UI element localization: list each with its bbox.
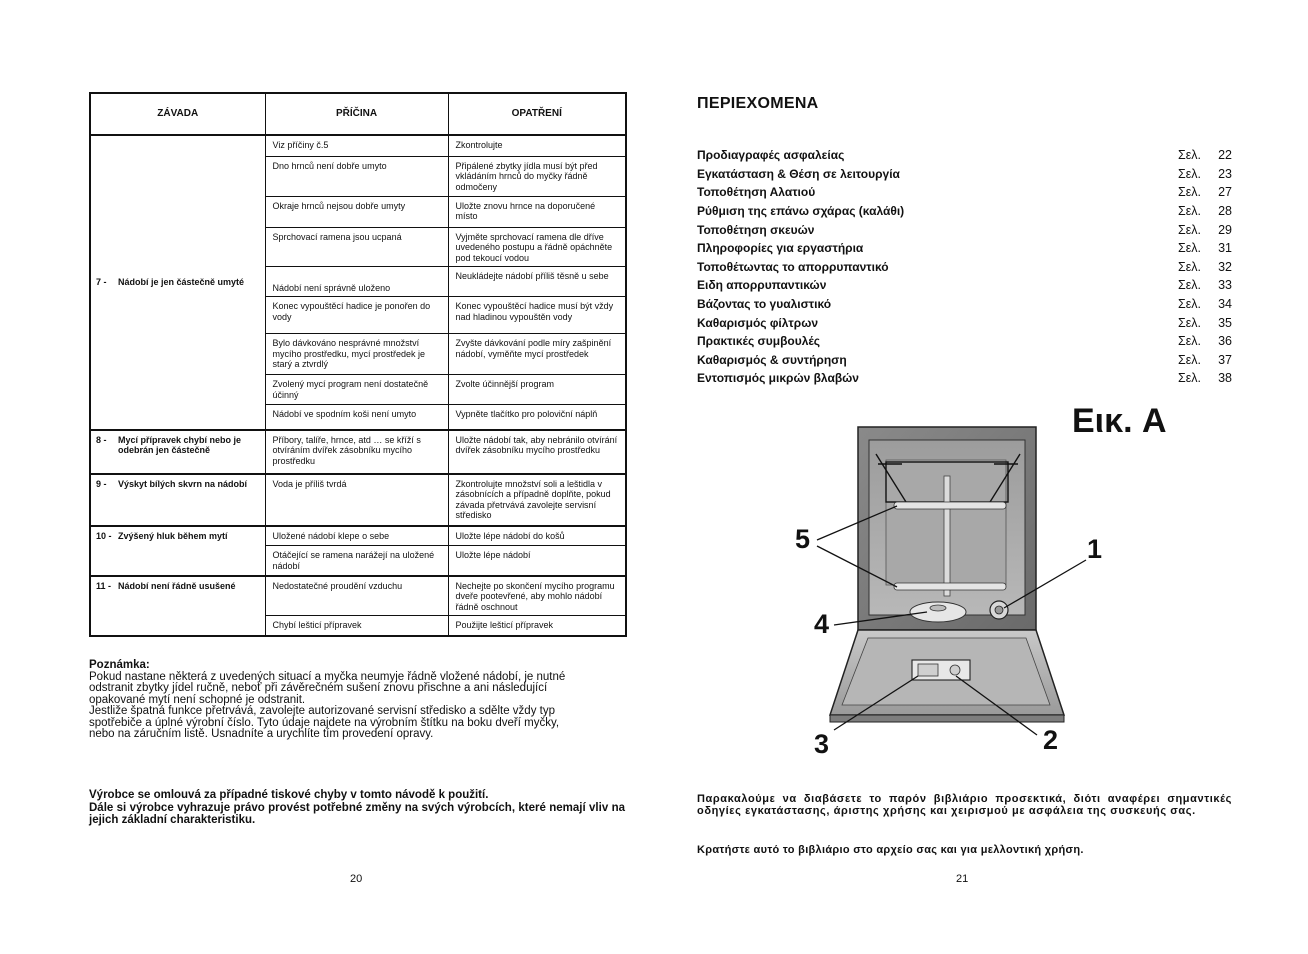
table-row bbox=[90, 474, 626, 526]
toc-sel: Σελ. bbox=[1178, 166, 1202, 181]
toc-sel: Σελ. bbox=[1178, 278, 1202, 293]
toc-page: 33 bbox=[1218, 278, 1232, 293]
upper-spray-arm bbox=[894, 502, 1006, 509]
remedy-cell: Uložte lépe nádobí do košů bbox=[448, 526, 626, 546]
callout-3: 3 bbox=[814, 729, 830, 759]
remedy-cell: Uložte lépe nádobí bbox=[448, 546, 626, 576]
toc-item bbox=[697, 220, 1232, 239]
remedy-cell: Použijte lešticí přípravek bbox=[448, 616, 626, 636]
fault-text: Mycí přípravek chybí nebo je odebrán jen částečně bbox=[118, 434, 242, 455]
page-number-right: 21 bbox=[956, 873, 969, 885]
toc-label: Πρακτικές συμβουλές bbox=[697, 334, 821, 349]
toc-item bbox=[697, 295, 1232, 314]
cause-cell: Chybí lešticí přípravek bbox=[265, 616, 448, 636]
callout-4: 4 bbox=[814, 609, 830, 639]
toc-label: Ειδη απορρυπαντικών bbox=[697, 278, 827, 293]
toc-item bbox=[697, 369, 1232, 388]
cause-cell: Otáčející se ramena narážejí na uložené nádobí bbox=[265, 546, 448, 576]
toc-page: 37 bbox=[1218, 352, 1232, 367]
cause-cell: Okraje hrnců nejsou dobře umyty bbox=[265, 196, 448, 227]
toc-label: Τοποθέτηση Αλατιού bbox=[697, 185, 816, 200]
toc-sel: Σελ. bbox=[1178, 148, 1202, 163]
toc-item bbox=[697, 351, 1232, 370]
disclaimer-line: Výrobce se omlouvá za případné tiskové chyby v tomto návodě k použití. bbox=[89, 789, 489, 801]
note-line: Pokud nastane některá z uvedených situací a myčka neumyje řádně vložené nádobí, je nutné bbox=[89, 670, 566, 683]
note-line: nebo na záručním listě. Usnadníte a urychlíte tím provedení opravy. bbox=[89, 728, 434, 740]
toc-item bbox=[697, 313, 1232, 332]
header-fault: ZÁVADA bbox=[90, 93, 265, 135]
toc-sel: Σελ. bbox=[1178, 297, 1202, 312]
fault-cell bbox=[90, 430, 265, 474]
toc-label: Καθαρισμός φίλτρων bbox=[697, 315, 819, 330]
remedy-cell: Nechejte po skončení mycího programu dveře pootevřené, aby mohlo nádobí řádně oschnout bbox=[448, 576, 626, 616]
note-heading: Poznámka: bbox=[89, 659, 150, 671]
fault-cell bbox=[90, 135, 265, 430]
fault-number: 7 - bbox=[96, 277, 107, 287]
toc-label: Βάζοντας το γυαλιστικό bbox=[697, 297, 832, 312]
toc-sel: Σελ. bbox=[1178, 222, 1202, 237]
toc-item bbox=[697, 202, 1232, 221]
fault-number: 11 - bbox=[96, 580, 112, 591]
toc-item bbox=[697, 183, 1232, 202]
remedy-cell: Zvolte účinnější program bbox=[448, 375, 626, 405]
toc-page: 27 bbox=[1218, 185, 1232, 200]
fault-text: Výskyt bílých skvrn na nádobí bbox=[118, 478, 248, 489]
table-row bbox=[90, 526, 626, 546]
fault-number: 8 - bbox=[96, 434, 107, 445]
fault-number: 10 - bbox=[96, 530, 112, 541]
callout-5: 5 bbox=[795, 524, 811, 554]
header-cause: PŘÍČINA bbox=[265, 93, 448, 135]
toc-sel: Σελ. bbox=[1178, 371, 1202, 386]
dishwasher-illustration bbox=[654, 400, 1308, 780]
remedy-cell: Konec vypouštěcí hadice musí být vždy nad hladinou vypouštěn vody bbox=[448, 297, 626, 334]
cause-cell: Nádobí ve spodním koši není umyto bbox=[265, 405, 448, 430]
table-of-contents bbox=[697, 146, 1232, 388]
intro-paragraph: Παρακαλούμε να διαβάσετε το παρόν βιβλιάριο προσεκτικά, διότι αναφέρει σημαντικές οδηγίες εγκατάστασης, άριστης χρήσης και χειρισμού με ασφάλεια της συσκευής σας. bbox=[697, 793, 1232, 817]
cause-cell: Bylo dávkováno nesprávné množství mycího prostředku, mycí prostředek je starý a ztvrdlý bbox=[265, 334, 448, 375]
toc-page: 35 bbox=[1218, 315, 1232, 330]
note-line: Jestliže špatná funkce přetrvává, zavolejte autorizované servisní středisko a sdělte vždy typ bbox=[89, 705, 555, 717]
toc-page: 32 bbox=[1218, 259, 1232, 274]
page-number-left: 20 bbox=[350, 873, 363, 885]
table-row bbox=[90, 576, 626, 616]
toc-page: 34 bbox=[1218, 297, 1232, 312]
toc-sel: Σελ. bbox=[1178, 185, 1202, 200]
cause-cell: Dno hrnců není dobře umyto bbox=[265, 156, 448, 196]
toc-item bbox=[697, 165, 1232, 184]
table-header-row bbox=[90, 93, 626, 135]
disclaimer bbox=[89, 789, 625, 827]
remedy-cell: Zvyšte dávkování podle míry zašpinění nádobí, vyměňte mycí prostředek bbox=[448, 334, 626, 375]
cause-cell: Nádobí není správně uloženo bbox=[265, 267, 448, 297]
right-page bbox=[654, 0, 1308, 954]
toc-sel: Σελ. bbox=[1178, 241, 1202, 256]
remedy-cell: Vyjměte sprchovací ramena dle dříve uvedeného postupu a řádně opáchněte pod tekoucí vodou bbox=[448, 227, 626, 267]
toc-sel: Σελ. bbox=[1178, 204, 1202, 219]
toc-title: ΠΕΡΙΕΧΟΜΕΝΑ bbox=[697, 95, 819, 112]
toc-item bbox=[697, 258, 1232, 277]
header-remedy: OPATŘENÍ bbox=[448, 93, 626, 135]
note-line: opakované mytí není schopné je odstranit. bbox=[89, 693, 306, 706]
toc-item bbox=[697, 146, 1232, 165]
remedy-cell: Připálené zbytky jídla musí být před vkládáním hrnců do myčky řádně odmočeny bbox=[448, 156, 626, 196]
fault-cell bbox=[90, 576, 265, 636]
callout-2: 2 bbox=[1043, 725, 1059, 755]
remedy-cell: Vypněte tlačítko pro poloviční náplň bbox=[448, 405, 626, 430]
keep-booklet-note: Κρατήστε αυτό το βιβλιάριο στο αρχείο σας και για μελλοντική χρήση. bbox=[697, 844, 1084, 856]
toc-sel: Σελ. bbox=[1178, 352, 1202, 367]
note bbox=[89, 660, 625, 741]
toc-page: 29 bbox=[1218, 222, 1232, 237]
fault-text: Nádobí není řádně usušené bbox=[118, 580, 236, 591]
toc-label: Ρύθμιση της επάνω σχάρας (καλάθι) bbox=[697, 204, 905, 219]
remedy-cell: Uložte znovu hrnce na doporučené místo bbox=[448, 196, 626, 227]
remedy-cell: Uložte nádobí tak, aby nebránilo otvírání dvířek zásobníku mycího prostředku bbox=[448, 430, 626, 474]
fault-text: Zvýšený hluk během mytí bbox=[118, 530, 228, 541]
fault-cell bbox=[90, 526, 265, 576]
toc-page: 38 bbox=[1218, 371, 1232, 386]
toc-label: Καθαρισμός & συντήρηση bbox=[697, 352, 847, 367]
toc-label: Τοποθέτωντας το απορρυπαντικό bbox=[697, 259, 889, 274]
table-row bbox=[90, 430, 626, 474]
toc-label: Τοποθέτηση σκευών bbox=[697, 222, 815, 237]
toc-item bbox=[697, 276, 1232, 295]
table-body bbox=[90, 135, 626, 636]
cause-cell: Příbory, talíře, hrnce, atd … se kříží s otvíráním dvířek zásobníku mycího prostředku bbox=[265, 430, 448, 474]
toc-label: Εγκατάσταση & Θέση σε λειτουργία bbox=[697, 166, 900, 181]
toc-page: 22 bbox=[1218, 148, 1232, 163]
cause-cell: Sprchovací ramena jsou ucpaná bbox=[265, 227, 448, 267]
remedy-cell: Neukládejte nádobí příliš těsně u sebe bbox=[448, 267, 626, 297]
cause-cell: Viz příčiny č.5 bbox=[265, 135, 448, 156]
cause-cell: Nedostatečné proudění vzduchu bbox=[265, 576, 448, 616]
toc-page: 23 bbox=[1218, 166, 1232, 181]
toc-sel: Σελ. bbox=[1178, 334, 1202, 349]
toc-label: Προδιαγραφές ασφαλείας bbox=[697, 148, 845, 163]
toc-label: Πληροφορίες για εργαστήρια bbox=[697, 241, 864, 256]
remedy-cell: Zkontrolujte bbox=[448, 135, 626, 156]
toc-label: Εντοπισμός μικρών βλαβών bbox=[697, 371, 859, 386]
cause-cell: Uložené nádobí klepe o sebe bbox=[265, 526, 448, 546]
cause-cell: Zvolený mycí program není dostatečně účinný bbox=[265, 375, 448, 405]
disclaimer-line: Dále si výrobce vyhrazuje právo provést potřebné změny na svých výrobcích, které nemají vliv na jejich základní charakteristiku. bbox=[89, 801, 625, 826]
table-row bbox=[90, 135, 626, 156]
note-line: spotřebiče a úplné výrobní číslo. Tyto údaje najdete na výrobním štítku na boku dveří myčky, bbox=[89, 716, 560, 729]
fault-cell bbox=[90, 474, 265, 526]
toc-page: 36 bbox=[1218, 334, 1232, 349]
figure-title: Εικ. A bbox=[1072, 402, 1167, 440]
callout-1: 1 bbox=[1087, 534, 1103, 564]
toc-page: 31 bbox=[1218, 241, 1232, 256]
fault-number: 9 - bbox=[96, 478, 107, 489]
toc-sel: Σελ. bbox=[1178, 315, 1202, 330]
toc-sel: Σελ. bbox=[1178, 259, 1202, 274]
toc-item bbox=[697, 332, 1232, 351]
toc-page: 28 bbox=[1218, 204, 1232, 219]
toc-item bbox=[697, 239, 1232, 258]
remedy-cell: Zkontrolujte množství soli a leštidla v zásobnících a případně doplňte, pokud závada přetrvává zavolejte servisní středisko bbox=[448, 474, 626, 526]
fault-text: Nádobí je jen částečně umyté bbox=[118, 277, 245, 287]
note-line: odstranit zbytky jídel ručně, neboť při závěrečném sušení znovu přischne a ani následující bbox=[89, 682, 548, 694]
lower-spray-arm bbox=[894, 583, 1006, 590]
cause-cell: Konec vypouštěcí hadice je ponořen do vody bbox=[265, 297, 448, 334]
troubleshooting-table bbox=[89, 92, 627, 637]
cause-cell: Voda je příliš tvrdá bbox=[265, 474, 448, 526]
